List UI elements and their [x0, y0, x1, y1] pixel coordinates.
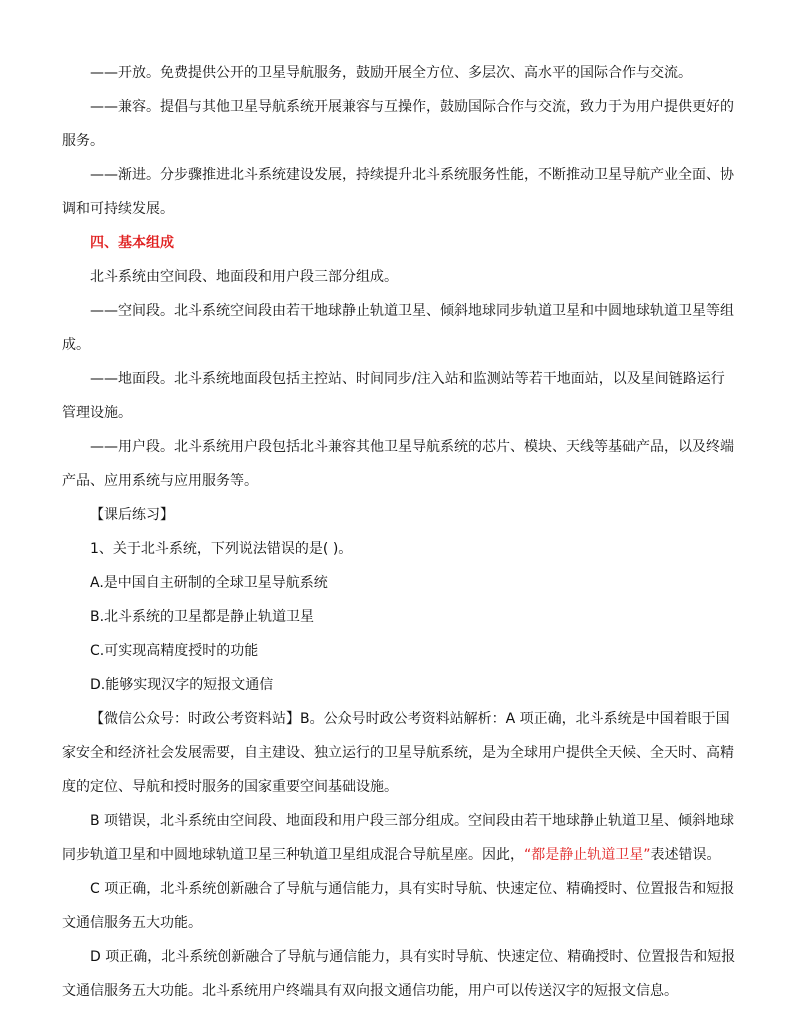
composition-ground-segment: ——地面段。北斗系统地面段包括主控站、时间同步/注入站和监测站等若干地面站，以及星间链路运行管理设施。 — [62, 371, 725, 421]
option-b: B.北斗系统的卫星都是静止轨道卫星 — [90, 609, 315, 625]
option-c: C.可实现高精度授时的功能 — [90, 643, 259, 659]
exercise-title: 【课后练习】 — [90, 507, 174, 523]
option-d: D.能够实现汉字的短报文通信 — [90, 677, 274, 693]
principle-progressive: ——渐进。分步骤推进北斗系统建设发展，持续提升北斗系统服务性能，不断推动卫星导航产业全面、协调和可持续发展。 — [62, 167, 734, 217]
answer-explanation-b — [62, 804, 738, 872]
answer-b-tail: 表述错误。 — [650, 847, 721, 863]
principle-open: ——开放。免费提供公开的卫星导航服务，鼓励开展全方位、多层次、高水平的国际合作与交流。 — [90, 65, 692, 81]
answer-explanation-c: C 项正确，北斗系统创新融合了导航与通信能力，具有实时导航、快速定位、精确授时、位置报告和短报文通信服务五大功能。 — [62, 881, 735, 931]
composition-space-segment: ——空间段。北斗系统空间段由若干地球静止轨道卫星、倾斜地球同步轨道卫星和中圆地球轨道卫星等组成。 — [62, 303, 734, 353]
answer-b-text: B 项错误，北斗系统由空间段、地面段和用户段三部分组成。空间段由若干地球静止轨道卫星、倾斜地球同步轨道卫星和中圆地球轨道卫星三种轨道卫星组成混合导航星座。因此， — [62, 813, 735, 863]
answer-b-highlight: “都是静止轨道卫星” — [524, 847, 651, 863]
principle-compatible: ——兼容。提倡与其他卫星导航系统开展兼容与互操作，鼓励国际合作与交流，致力于为用户提供更好的服务。 — [62, 99, 734, 149]
section-heading: 四、基本组成 — [90, 235, 174, 251]
answer-explanation-a: 【微信公众号：时政公考资料站】B。公众号时政公考资料站解析：A 项正确，北斗系统是中国着眼于国家安全和经济社会发展需要，自主建设、独立运行的卫星导航系统，是为全球用户提供全天候、全天时、高精度的定位、导航和授时服务的国家重要空间基础设施。 — [62, 711, 734, 795]
composition-intro: 北斗系统由空间段、地面段和用户段三部分组成。 — [90, 269, 398, 285]
composition-user-segment: ——用户段。北斗系统用户段包括北斗兼容其他卫星导航系统的芯片、模块、天线等基础产品，以及终端产品、应用系统与应用服务等。 — [62, 439, 734, 489]
answer-explanation-d: D 项正确，北斗系统创新融合了导航与通信能力，具有实时导航、快速定位、精确授时、位置报告和短报文通信服务五大功能。北斗系统用户终端具有双向报文通信功能，用户可以传送汉字的短报文信息。 — [62, 949, 736, 999]
exercise-question: 1、关于北斗系统，下列说法错误的是( )。 — [90, 541, 353, 557]
option-a: A.是中国自主研制的全球卫星导航系统 — [90, 575, 328, 591]
